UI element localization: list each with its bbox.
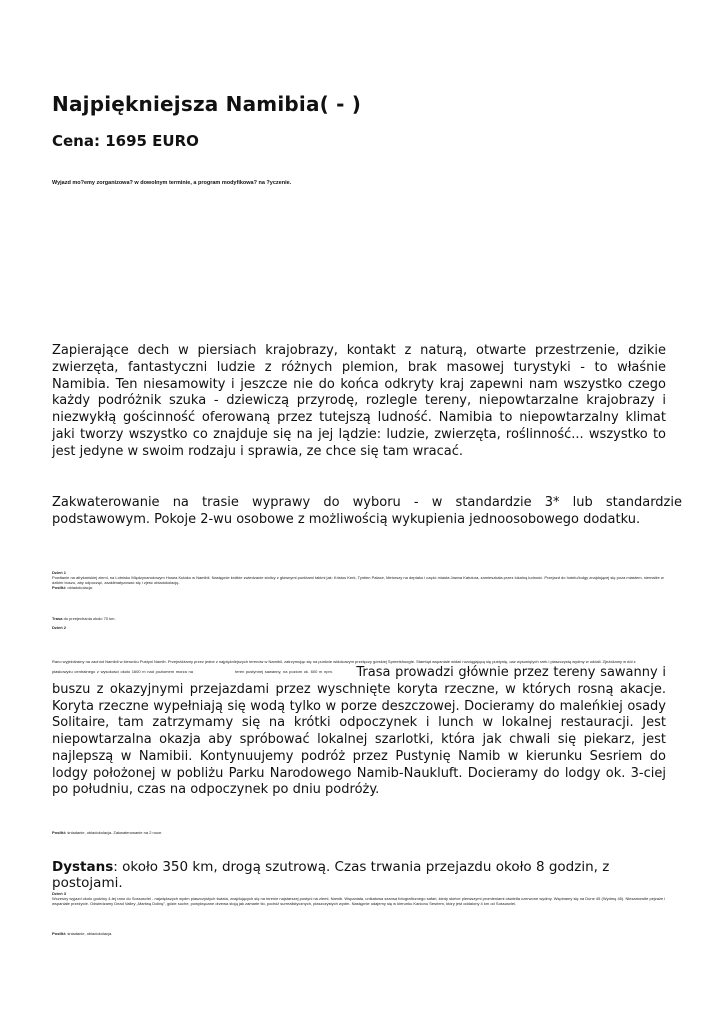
accommodation-paragraph: Zakwaterowanie na trasie wyprawy do wyboru - w standardzie 3* lub standardzie podstawowym. Pokoje 2-wu osobowe z możliwością wykupienia jednoosobowego dodatku. bbox=[52, 495, 682, 527]
price-heading: Cena: 1695 EURO bbox=[52, 132, 199, 150]
day3-description: Wczesny wyjazd około godziny 4-tej rano do Sossusvlei - największych wydm piaszczystych świata, znajdujących się na terenie najstarszej pustyni na ziemi, Namib. Wspaniała, unikatowa szansa fotograficznego safari, kiedy słońce pierwszymi promieniami oświetla czerwone wydmy. Wspinamy się na Dune 45 (Wydmę 45). Niesamowite pejzaże i wspaniałe przeżycie. Odwiedzamy Dead Valley „Martwą Dolinę”, gdzie suche, powykręcane drzewa stoją jak zamarłe tło, podróż surrealistycznych, piaszczystych wydm. Następnie udajemy się w kierunku Kanionu Sesriem, który jest oddalony 4 km od Sossusvlei. bbox=[52, 896, 666, 906]
page-title: Najpiękniejsza Namibia( - ) bbox=[52, 92, 362, 116]
day2-label: Dzień 2 bbox=[52, 625, 67, 630]
intro-paragraph: Zapierające dech w piersiach krajobrazy, kontakt z naturą, otwarte przestrzenie, dzikie zwierzęta, fantastyczni ludzie z różnych plemion, brak masowej turystyki - to właśnie Namibia. Ten niesamowity i jeszcze nie do końca odkryty kraj zapewni nam wszystko czego każdy podróżnik szuka - dziewiczą przyrodę, rozlegle tereny, niepowtarzalne krajobrazy i niezwykłą gościnność oferowaną przez tutejszą ludność. Namibia to niepowtarzalny klimat jaki tworzy wszystko co znajduje się na jej lądzie: ludzie, zwierzęta, roślinność... wszystko to jest jedyne w swoim rodzaju i sprawia, ze chce się tam wracać. bbox=[52, 343, 666, 459]
day2-meals: Posiłki: śniadanie, obiadokolacja. Zakwaterowanie na 2 noce. bbox=[52, 830, 163, 835]
scheduling-note: Wyjazd mo?emy zorganizowa? w dowolnym terminie, a program modyfikowa? na ?yczenie. bbox=[52, 180, 292, 186]
day1-label: Dzień 1 bbox=[52, 570, 67, 575]
day2-intro-text: Rano wyjeżdżamy na zachód Namibii w kierunku Pustyni Namib. Przejeżdżamy przez jedne z najpiękniejszych terenów w Namibii, zatrzymując się na punkcie widokowym przełęczy górskiej Spreetshoogte. Stamtąd wspaniale widać rozciągającą się pustynię, oaz wysuniętych rzek i piaszczystą wydmy w oddali. Zjeżdżamy w dół z bbox=[52, 659, 636, 664]
day3-label: Dzień 3 bbox=[52, 891, 67, 896]
day2-main-text: Trasa prowadzi głównie przez tereny sawanny i buszu z okazyjnymi przejazdami przez wyschnięte koryta rzeczne, w których rosną akacje. Koryta rzeczne wypełniają się wodą tylko w porze deszczowej. Docieramy do maleńkiej osady Solitaire, tam zatrzymamy się na krótki odpoczynek i lunch w lokalnej restauracji. Jest niepowtarzalna okazja aby spróbować lokalnej szarlotki, która jak chwali się piekarz, jest najlepszą w Namibii. Kontynuujemy podróż przez Pustynię Namib w kierunku Sesriem do lodgy położonej w pobliżu Parku Narodowego Namib-Naukluft. Docieramy do lodgy ok. 3-ciej po południu, czas na odpoczynek po dniu podróży. bbox=[52, 664, 666, 798]
day1-description: Powitanie na afrykańskiej ziemi, na Lotnisku Międzynarodowym Hosea Kutako w Namibii. Następnie krótkie zwiedzanie stolicy z głównymi punktami takimi jak: Kristus Kerk, Tyntien Palace, Metorszy na deptaku i część miasta Jawna Katutura, zamieszkała przez lokalną ludność. Przejazd do hotelu/lodgy znajdującej się poza miastem, niemalże w dzikim buszu, aby odpocząć, zaaklimatyzować się i zjeść obiadokolację. bbox=[52, 575, 664, 585]
day1-route: Trasa do przejechania około 70 km. bbox=[52, 616, 116, 621]
day2-main-block bbox=[52, 664, 666, 799]
day2-fragment-a: płaskowyżu centralnego z wysokości około 1600 m nad poziomem morza na bbox=[52, 669, 193, 674]
day2-distance: Dystans: około 350 km, drogą szutrową. Czas trwania przejazdu około 8 godzin, z postojami. bbox=[52, 859, 610, 891]
day2-fragment-b: teren pustynnej sawanny, na poziom ok. 600 m npm. bbox=[235, 669, 333, 674]
day3-meals: Posiłki: śniadanie, obiadokolacja. bbox=[52, 931, 113, 936]
day1-meals: Posiłki: obiadokolacja. bbox=[52, 585, 93, 590]
day2-main-paragraph bbox=[52, 664, 666, 799]
